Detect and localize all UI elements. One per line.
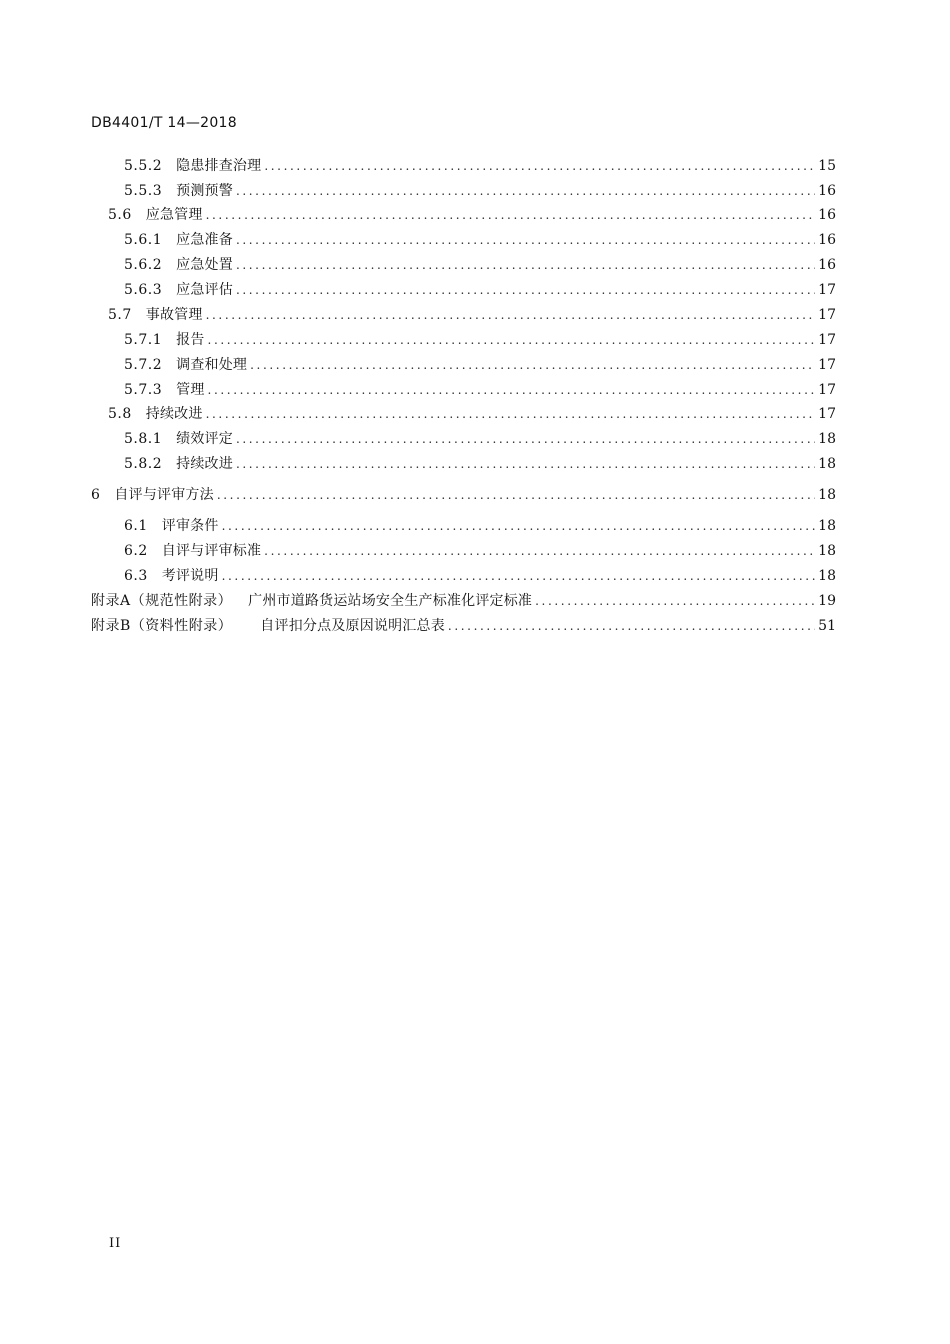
toc-dot-leader <box>222 567 816 585</box>
toc-entry-number: 5.7.2 <box>124 357 163 373</box>
toc-entry[interactable] <box>124 331 836 349</box>
toc-dot-leader <box>236 455 815 473</box>
toc-entry-number: 6.1 <box>124 518 148 534</box>
toc-entry-title: 报告 <box>176 332 205 348</box>
toc-entry-number: 5.6.1 <box>124 232 163 248</box>
toc-entry[interactable] <box>124 430 836 448</box>
toc-entry-title: 考评说明 <box>161 568 219 584</box>
toc-entry[interactable] <box>108 206 836 224</box>
toc-entry-title: 调查和处理 <box>176 357 248 373</box>
toc-entry-page: 16 <box>818 257 836 273</box>
toc-entry-number: 5.8.1 <box>124 431 163 447</box>
toc-entry-page: 17 <box>818 382 836 398</box>
toc-entry-title: 预测预警 <box>176 183 233 199</box>
toc-dot-leader <box>264 542 815 560</box>
toc-dot-leader <box>236 281 815 299</box>
toc-entry-title: 应急评估 <box>176 282 233 298</box>
toc-entry-title: 绩效评定 <box>176 431 233 447</box>
toc-dot-leader <box>208 381 816 399</box>
toc-dot-leader <box>206 405 816 423</box>
toc-entry-number: 附录B（资料性附录） <box>91 618 233 634</box>
toc-entry[interactable] <box>124 356 836 374</box>
toc-dot-leader <box>222 517 816 535</box>
toc-entry[interactable] <box>124 381 836 399</box>
toc-entry-number: 5.7.1 <box>124 332 163 348</box>
toc-entry-title: 广州市道路货运站场安全生产标准化评定标准 <box>248 593 533 609</box>
toc-entry-title: 应急管理 <box>145 207 203 223</box>
toc-entry[interactable] <box>108 405 836 423</box>
toc-dot-leader <box>206 206 816 224</box>
toc-entry[interactable] <box>124 567 836 585</box>
toc-dot-leader <box>448 617 815 635</box>
toc-entry[interactable] <box>124 542 836 560</box>
toc-entry-title: 持续改进 <box>145 406 203 422</box>
toc-entry-title: 自评与评审方法 <box>114 487 214 503</box>
toc-entry[interactable] <box>124 256 836 274</box>
toc-entry-number: 5.6 <box>108 207 132 223</box>
toc-entry-title: 事故管理 <box>145 307 203 323</box>
toc-entry-number: 5.7.3 <box>124 382 163 398</box>
toc-entry-page: 16 <box>818 207 836 223</box>
toc-entry-title: 持续改进 <box>176 456 233 472</box>
toc-dot-leader <box>236 256 815 274</box>
toc-dot-leader <box>236 231 815 249</box>
toc-entry-page: 18 <box>818 543 836 559</box>
toc-entry-title: 应急准备 <box>176 232 233 248</box>
toc-dot-leader <box>217 486 815 504</box>
toc-appendix-b[interactable] <box>91 617 836 635</box>
toc-entry-title: 隐患排查治理 <box>176 158 262 174</box>
toc-entry-page: 17 <box>818 332 836 348</box>
toc-entry-page: 18 <box>818 518 836 534</box>
toc-dot-leader <box>264 157 815 175</box>
toc-entry[interactable] <box>108 306 836 324</box>
toc-entry-page: 16 <box>818 232 836 248</box>
toc-entry-page: 15 <box>818 158 836 174</box>
toc-entry-number: 5.5.2 <box>124 158 163 174</box>
toc-dot-leader <box>250 356 815 374</box>
toc-dot-leader <box>236 430 815 448</box>
toc-entry[interactable] <box>124 231 836 249</box>
toc-entry-number: 6.2 <box>124 543 148 559</box>
toc-entry-number: 5.6.3 <box>124 282 163 298</box>
toc-entry-page: 18 <box>818 568 836 584</box>
toc-dot-leader <box>236 182 815 200</box>
toc-entry[interactable] <box>124 182 836 200</box>
toc-entry-title: 评审条件 <box>161 518 219 534</box>
toc-entry-page: 51 <box>818 618 836 634</box>
toc-entry-title: 应急处置 <box>176 257 233 273</box>
toc-entry-page: 17 <box>818 406 836 422</box>
toc-entry-number: 6.3 <box>124 568 148 584</box>
toc-entry-number: 6 <box>91 487 101 503</box>
toc-entry[interactable] <box>124 455 836 473</box>
toc-entry-number: 5.7 <box>108 307 132 323</box>
toc-entry[interactable] <box>124 517 836 535</box>
toc-dot-leader <box>535 592 815 610</box>
toc-entry-page: 17 <box>818 357 836 373</box>
toc-entry-page: 17 <box>818 307 836 323</box>
toc-entry-number: 5.6.2 <box>124 257 163 273</box>
toc-entry-page: 16 <box>818 183 836 199</box>
toc-entry-title: 自评扣分点及原因说明汇总表 <box>260 618 445 634</box>
toc-entry-title: 管理 <box>176 382 205 398</box>
toc-entry[interactable] <box>124 281 836 299</box>
page-number: II <box>109 1236 122 1251</box>
toc-entry-page: 17 <box>818 282 836 298</box>
toc-entry-number: 5.8 <box>108 406 132 422</box>
toc-entry-number: 附录A（规范性附录） <box>91 593 233 609</box>
toc-dot-leader <box>208 331 816 349</box>
toc-entry-page: 18 <box>818 431 836 447</box>
toc-dot-leader <box>206 306 816 324</box>
toc-entry[interactable] <box>124 157 836 175</box>
toc-appendix-a[interactable] <box>91 592 836 610</box>
toc-entry[interactable] <box>91 486 836 504</box>
document-id: DB4401/T 14—2018 <box>91 115 237 131</box>
toc-entry-title: 自评与评审标准 <box>161 543 262 559</box>
toc-entry-number: 5.5.3 <box>124 183 163 199</box>
toc-entry-page: 19 <box>818 593 836 609</box>
toc-entry-number: 5.8.2 <box>124 456 163 472</box>
toc-entry-page: 18 <box>818 456 836 472</box>
toc-entry-page: 18 <box>818 487 836 503</box>
